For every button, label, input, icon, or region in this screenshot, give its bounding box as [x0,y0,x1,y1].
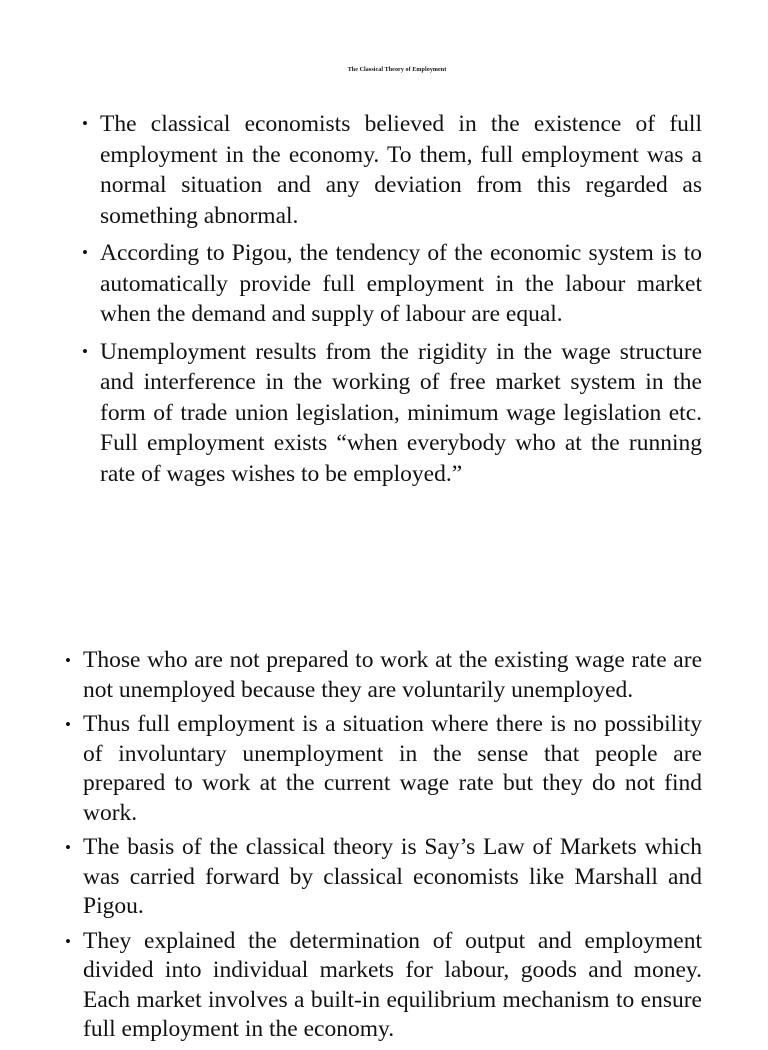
bullet-item [82,337,702,490]
page-title: The Classical Theory of Employment [347,67,447,73]
bullet-text: They explained the determination of output and employment divided into individual markets for labour, goods and money. Each market involves a built-in equilibrium mechanism to ensure full employment in the economy. [83,927,702,1042]
bullet-icon: • [82,114,88,133]
bullet-text: Those who are not prepared to work at the existing wage rate are not unemployed because they are voluntarily unemployed. [83,647,702,703]
bullet-item [82,238,702,330]
bullet-list-page-1 [82,109,702,496]
bullet-icon: • [82,341,88,361]
bullet-item [65,927,702,1045]
bullet-icon: • [65,931,71,951]
bullet-item [65,710,702,828]
bullet-icon: • [65,838,71,857]
bullet-text: The classical economists believed in the existence of full employment in the economy. To them, full employment was a normal situation and any deviation from this regarded as something abnormal. [100,111,702,229]
bullet-text: Unemployment results from the rigidity in the wage structure and interference in the working of free market system in the form of trade union legislation, minimum wage legislation etc. Full employment exists “when everybody who at the running rate of wages wishes to be employed.” [100,338,702,487]
bullet-list-page-2 [65,646,702,1050]
bullet-text: Thus full employment is a situation where there is no possibility of involuntary unemployment in the sense that people are prepared to work at the current wage rate but they do not find work. [83,711,702,826]
bullet-text: According to Pigou, the tendency of the economic system is to automatically provide full employment in the labour market when the demand and supply of labour are equal. [100,240,702,327]
bullet-icon: • [65,651,71,670]
bullet-icon: • [82,243,88,262]
bullet-text: The basis of the classical theory is Say’s Law of Markets which was carried forward by classical economists like Marshall and Pigou. [83,834,702,919]
bullet-icon: • [65,715,71,734]
bullet-item [82,109,702,231]
bullet-item [65,833,702,922]
bullet-item [65,646,702,705]
